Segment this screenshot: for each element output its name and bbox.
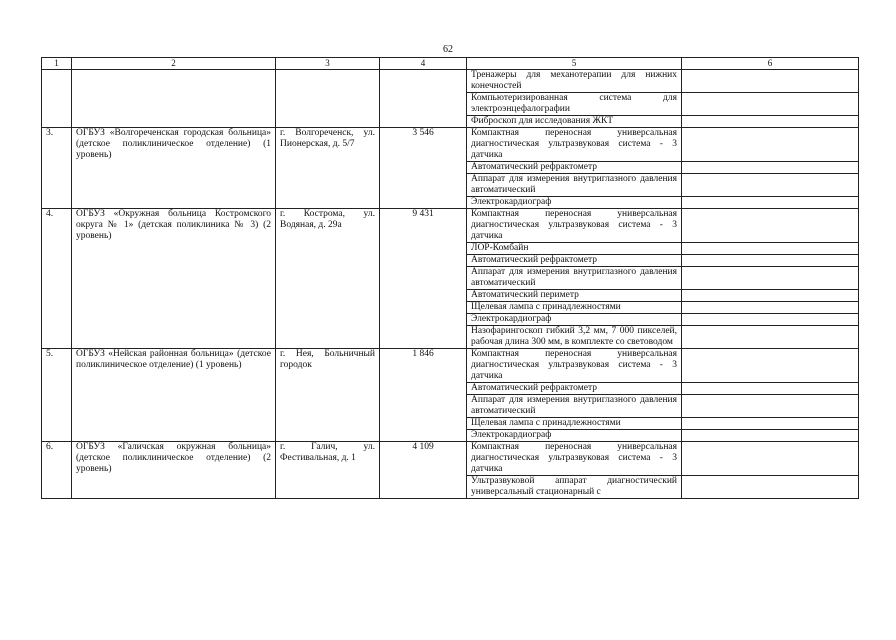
cell-equipment: Электрокардиограф	[467, 430, 682, 442]
cell-equipment: Щелевая лампа с принадлежностями	[467, 418, 682, 430]
cell-equipment: Аппарат для измерения внутриглазного давления автоматический	[467, 267, 682, 290]
cell-equipment: Автоматический рефрактометр	[467, 162, 682, 174]
cell-number: 5.	[42, 349, 72, 442]
header-col-2: 2	[72, 58, 276, 70]
cell-equipment: Назофарингоскоп гибкий 3,2 мм, 7 000 пикселей, рабочая длина 300 мм, в комплекте со световодом	[467, 326, 682, 349]
equipment-table	[41, 57, 859, 499]
cell-number	[42, 70, 72, 128]
cell-empty	[682, 418, 859, 430]
cell-empty	[682, 476, 859, 499]
cell-empty	[682, 430, 859, 442]
cell-address: г. Кострома, ул. Водяная, д. 29а	[276, 209, 380, 349]
cell-equipment: Электрокардиограф	[467, 314, 682, 326]
cell-empty	[682, 383, 859, 395]
cell-equipment: Компактная переносная универсальная диагностическая ультразвуковая система - 3 датчика	[467, 128, 682, 162]
cell-equipment: Тренажеры для механотерапии для нижних конечностей	[467, 70, 682, 93]
cell-empty	[682, 209, 859, 243]
cell-equipment: Автоматический рефрактометр	[467, 383, 682, 395]
cell-empty	[682, 267, 859, 290]
cell-empty	[682, 255, 859, 267]
cell-equipment: Компактная переносная универсальная диагностическая ультразвуковая система - 3 датчика	[467, 209, 682, 243]
header-col-5: 5	[467, 58, 682, 70]
header-col-6: 6	[682, 58, 859, 70]
header-col-1: 1	[42, 58, 72, 70]
cell-empty	[682, 128, 859, 162]
cell-address	[276, 70, 380, 128]
cell-population	[380, 70, 467, 128]
cell-equipment: Компьютеризированная система для электроэнцефалографии	[467, 93, 682, 116]
cell-equipment: Фиброскоп для исследования ЖКТ	[467, 116, 682, 128]
cell-institution: ОГБУЗ «Окружная больница Костромского округа № 1» (детская поликлиника № 3) (2 уровень)	[72, 209, 276, 349]
cell-equipment: Ультразвуковой аппарат диагностический универсальный стационарный с	[467, 476, 682, 499]
header-row	[42, 58, 859, 70]
cell-empty	[682, 442, 859, 476]
cell-empty	[682, 349, 859, 383]
cell-empty	[682, 93, 859, 116]
cell-address: г. Нея, Больничный городок	[276, 349, 380, 442]
cell-institution: ОГБУЗ «Волгореченская городская больница» (детское поликлиническое отделение) (1 уровень)	[72, 128, 276, 209]
cell-empty	[682, 162, 859, 174]
cell-institution: ОГБУЗ «Галичская окружная больница» (детское поликлиническое отделение) (2 уровень)	[72, 442, 276, 499]
table-row	[42, 209, 859, 243]
table-row	[42, 349, 859, 383]
table-row	[42, 128, 859, 162]
cell-institution	[72, 70, 276, 128]
cell-empty	[682, 302, 859, 314]
cell-population: 9 431	[380, 209, 467, 349]
cell-equipment: Аппарат для измерения внутриглазного давления автоматический	[467, 174, 682, 197]
cell-equipment: Компактная переносная универсальная диагностическая ультразвуковая система - 3 датчика	[467, 349, 682, 383]
cell-population: 1 846	[380, 349, 467, 442]
cell-empty	[682, 243, 859, 255]
cell-number: 4.	[42, 209, 72, 349]
header-col-3: 3	[276, 58, 380, 70]
cell-empty	[682, 174, 859, 197]
cell-equipment: Автоматический рефрактометр	[467, 255, 682, 267]
cell-equipment: ЛОР-Комбайн	[467, 243, 682, 255]
cell-empty	[682, 116, 859, 128]
cell-number: 6.	[42, 442, 72, 499]
cell-equipment: Автоматический периметр	[467, 290, 682, 302]
cell-empty	[682, 290, 859, 302]
cell-equipment: Аппарат для измерения внутриглазного давления автоматический	[467, 395, 682, 418]
cell-equipment: Компактная переносная универсальная диагностическая ультразвуковая система - 3 датчика	[467, 442, 682, 476]
cell-empty	[682, 197, 859, 209]
cell-equipment: Щелевая лампа с принадлежностями	[467, 302, 682, 314]
cell-address: г. Галич, ул. Фестивальная, д. 1	[276, 442, 380, 499]
cell-number: 3.	[42, 128, 72, 209]
cell-empty	[682, 70, 859, 93]
header-col-4: 4	[380, 58, 467, 70]
cell-population: 3 546	[380, 128, 467, 209]
cell-empty	[682, 395, 859, 418]
cell-empty	[682, 314, 859, 326]
cell-equipment: Электрокардиограф	[467, 197, 682, 209]
table-row	[42, 442, 859, 476]
cell-address: г. Волгореченск, ул. Пионерская, д. 5/7	[276, 128, 380, 209]
table-row	[42, 70, 859, 93]
cell-empty	[682, 326, 859, 349]
cell-population: 4 109	[380, 442, 467, 499]
page-number: 62	[443, 44, 453, 55]
cell-institution: ОГБУЗ «Нейская районная больница» (детское поликлиническое отделение) (1 уровень)	[72, 349, 276, 442]
